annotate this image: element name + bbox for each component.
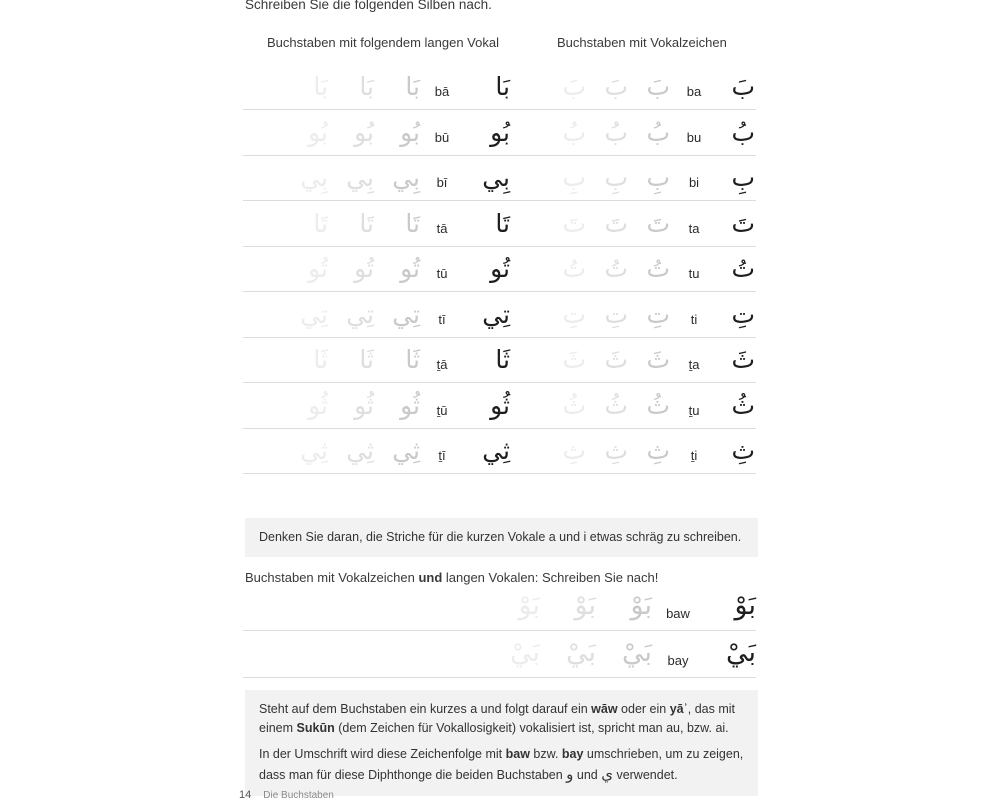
- arabic-trace-3: تِ: [562, 299, 586, 329]
- arabic-trace-1: ثِي: [392, 436, 420, 465]
- text-fragment: und: [573, 768, 602, 783]
- arabic-trace-2: ثَ: [604, 345, 628, 374]
- arabic-trace-3: بُو: [308, 117, 328, 147]
- arabic-model-vowelsign: ثَ: [731, 345, 755, 374]
- chapter-title: Die Buchstaben: [263, 790, 334, 801]
- explanation-box-diphthongs: [245, 690, 758, 796]
- arabic-trace-3: ثِ: [562, 436, 586, 465]
- practice-rows: [0, 70, 1000, 480]
- arabic-trace-1: تُ: [646, 254, 670, 283]
- transliteration-vowelsign: ṯi: [690, 448, 698, 463]
- arabic-model-vowelsign: تُ: [731, 254, 755, 283]
- arabic-trace-2: ثُو: [354, 390, 374, 420]
- writing-rule: [243, 382, 756, 383]
- term-sukun: Sukūn: [296, 720, 335, 735]
- arabic-trace-3: تَا: [313, 208, 328, 238]
- transliteration-vowelsign: tu: [688, 266, 700, 281]
- arabic-trace-2: ثَا: [359, 345, 374, 374]
- practice-row: [0, 389, 1000, 435]
- writing-rule: [243, 473, 756, 474]
- arabic-trace-2: بُ: [604, 117, 628, 147]
- practice-row: [0, 298, 1000, 344]
- arabic-trace-3: بِ: [562, 163, 586, 192]
- practice-row: [0, 207, 1000, 253]
- arabic-trace-2: بَا: [359, 72, 374, 101]
- arabic-trace-3: ثُ: [562, 390, 586, 420]
- writing-rule: [243, 291, 756, 292]
- arabic-trace-1: ثُ: [646, 390, 670, 420]
- arabic-trace-1: بَا: [405, 72, 420, 101]
- arabic-trace-2: بُو: [354, 117, 374, 147]
- term-waw: wāw: [591, 702, 618, 716]
- page-number: 14: [239, 789, 252, 801]
- arabic-trace-3: ثَ: [562, 345, 586, 374]
- arabic-trace-2: ثُ: [604, 390, 628, 420]
- arabic-trace-3: ثِي: [300, 436, 328, 465]
- diphthong-row: [0, 590, 1000, 637]
- arabic-trace-3: ثَا: [313, 345, 328, 374]
- arabic-model-longvowel: بُو: [490, 117, 510, 147]
- writing-rule: [243, 630, 756, 631]
- arabic-trace-1: بِي: [392, 163, 420, 192]
- arabic-trace-3: بُ: [562, 117, 586, 147]
- explanation-paragraph-2: [259, 745, 744, 786]
- transliteration-longvowel: ṯī: [438, 448, 446, 463]
- writing-rule: [243, 109, 756, 110]
- text-fragment: Steht auf dem Buchstaben ein kurzes a und folgt darauf ein: [259, 702, 592, 716]
- transliteration-vowelsign: bu: [686, 129, 702, 145]
- arabic-model-longvowel: تِي: [482, 299, 510, 329]
- transliteration-vowelsign: ṯu: [688, 402, 700, 418]
- arabic-trace-2: تَا: [359, 208, 374, 238]
- transliteration-vowelsign: ba: [686, 84, 702, 99]
- transliteration-longvowel: bā: [434, 84, 450, 99]
- writing-rule: [243, 246, 756, 247]
- arabic-trace-2: تِي: [346, 299, 374, 329]
- transliteration-longvowel: ṯā: [436, 357, 448, 372]
- arabic-model-vowelsign: ثِ: [731, 436, 755, 465]
- writing-rule: [243, 200, 756, 201]
- arabic-trace-3: تَ: [562, 208, 586, 238]
- practice-row: [0, 252, 1000, 298]
- practice-row: [0, 116, 1000, 162]
- arabic-trace-2: تُ: [604, 254, 628, 283]
- arabic-trace-3: تُو: [308, 254, 328, 283]
- transliteration-vowelsign: ṯa: [688, 357, 700, 372]
- transliteration-longvowel: tā: [436, 220, 448, 236]
- arabic-model-vowelsign: تِ: [731, 299, 755, 329]
- practice-row: [0, 161, 1000, 207]
- arabic-trace-1: تِي: [392, 299, 420, 329]
- column-heading-long-vowel: Buchstaben mit folgendem langen Vokal: [267, 35, 499, 50]
- transliteration-vowelsign: bi: [688, 175, 700, 190]
- arabic-trace-1: تَ: [646, 208, 670, 238]
- arabic-trace-1: بُ: [646, 117, 670, 147]
- arabic-trace-3: بَوْ: [518, 590, 540, 621]
- arabic-trace-1: تَا: [405, 208, 420, 238]
- diphthong-row: [0, 637, 1000, 684]
- arabic-model-longvowel: ثُو: [490, 390, 510, 420]
- sub-heading-diphthongs: [245, 570, 658, 585]
- arabic-trace-3: بَيْ: [509, 637, 540, 668]
- arabic-model-longvowel: تُو: [490, 254, 510, 283]
- term-baw: baw: [505, 746, 530, 761]
- arabic-trace-2: بَوْ: [574, 590, 596, 621]
- arabic-trace-1: بَيْ: [621, 637, 652, 668]
- intro-text: Schreiben Sie die folgenden Silben nach.: [245, 0, 492, 12]
- arabic-trace-1: بَوْ: [630, 590, 652, 621]
- text-fragment: bzw.: [529, 746, 562, 761]
- arabic-trace-3: بَ: [562, 72, 586, 101]
- explanation-paragraph-1: [259, 700, 744, 738]
- arabic-model-longvowel: ثَا: [495, 345, 510, 374]
- practice-row: [0, 434, 1000, 480]
- arabic-model-longvowel: تَا: [495, 208, 510, 238]
- sub-heading-part-before: Buchstaben mit Vokalzeichen: [245, 570, 419, 585]
- arabic-model-vowelsign: ثُ: [731, 390, 755, 420]
- arabic-model-vowelsign: تَ: [731, 208, 755, 238]
- arabic-trace-1: تِ: [646, 299, 670, 329]
- arabic-trace-1: تُو: [400, 254, 420, 283]
- transliteration-longvowel: bī: [436, 175, 448, 190]
- arabic-trace-3: تِي: [300, 299, 328, 329]
- arabic-trace-1: ثَ: [646, 345, 670, 374]
- tip-text: Denken Sie daran, die Striche für die kurzen Vokale a und i etwas schräg zu schreiben.: [259, 530, 742, 544]
- arabic-model-vowelsign: بِ: [731, 163, 755, 192]
- diphthong-rows: [0, 590, 1000, 684]
- arabic-model-diphthong: بَيْ: [725, 637, 756, 668]
- sub-heading-emphasis: und: [418, 570, 443, 585]
- text-fragment: verwendet.: [612, 768, 678, 783]
- sub-heading-part-after: langen Vokalen: Schreiben Sie nach!: [442, 570, 659, 585]
- text-fragment: , das mit einem: [259, 702, 736, 735]
- arabic-trace-2: ثِي: [346, 436, 374, 465]
- transliteration-longvowel: tū: [436, 266, 448, 281]
- arabic-trace-2: تُو: [354, 254, 374, 283]
- arabic-trace-2: تَ: [604, 208, 628, 238]
- arabic-trace-3: بِي: [300, 163, 328, 192]
- transliteration-longvowel: bū: [434, 129, 450, 145]
- arabic-trace-1: ثِ: [646, 436, 670, 465]
- writing-rule: [243, 337, 756, 338]
- arabic-trace-2: تِ: [604, 299, 628, 329]
- arabic-trace-2: بَيْ: [565, 637, 596, 668]
- arabic-model-vowelsign: بَ: [731, 72, 755, 101]
- arabic-trace-3: تُ: [562, 254, 586, 283]
- transliteration-longvowel: tī: [438, 311, 446, 327]
- arabic-model-longvowel: بَا: [495, 72, 510, 101]
- column-heading-vowel-sign: Buchstaben mit Vokalzeichen: [557, 35, 727, 50]
- term-bay: bay: [561, 746, 584, 761]
- term-ya: yāʾ: [669, 702, 688, 716]
- text-fragment: In der Umschrift wird diese Zeichenfolge mit: [259, 746, 506, 761]
- transliteration-longvowel: ṯū: [436, 402, 448, 418]
- transliteration-diphthong: baw: [666, 606, 690, 621]
- arabic-letter-ya: ي: [601, 765, 613, 784]
- arabic-model-diphthong: بَوْ: [734, 590, 756, 621]
- arabic-trace-1: بِ: [646, 163, 670, 192]
- arabic-trace-2: بِ: [604, 163, 628, 192]
- arabic-trace-3: ثُو: [308, 390, 328, 420]
- arabic-trace-1: بُو: [400, 117, 420, 147]
- writing-rule: [243, 428, 756, 429]
- arabic-letter-waw: و: [566, 765, 574, 784]
- arabic-trace-2: بَ: [604, 72, 628, 101]
- text-fragment: umschrieben, um zu zeigen, dass man für diese Diphthonge die beiden Buchstaben: [259, 746, 744, 783]
- writing-rule: [243, 155, 756, 156]
- tip-box-short-vowels: [245, 518, 758, 557]
- arabic-model-vowelsign: بُ: [731, 117, 755, 147]
- transliteration-diphthong: bay: [667, 653, 689, 668]
- arabic-trace-1: ثَا: [405, 345, 420, 374]
- arabic-trace-2: ثِ: [604, 436, 628, 465]
- practice-row: [0, 70, 1000, 116]
- arabic-trace-1: ثُو: [400, 390, 420, 420]
- text-fragment: oder ein: [617, 702, 670, 716]
- arabic-model-longvowel: بِي: [482, 163, 510, 192]
- arabic-model-longvowel: ثِي: [482, 436, 510, 465]
- arabic-trace-1: بَ: [646, 72, 670, 101]
- transliteration-vowelsign: ti: [690, 311, 698, 327]
- arabic-trace-3: بَا: [313, 72, 328, 101]
- text-fragment: (dem Zeichen für Vokallosigkeit) vokalisiert ist, spricht man au, bzw. ai.: [334, 720, 729, 735]
- practice-row: [0, 343, 1000, 389]
- arabic-trace-2: بِي: [346, 163, 374, 192]
- transliteration-vowelsign: ta: [688, 220, 700, 236]
- page-footer: [239, 789, 334, 801]
- writing-rule: [243, 677, 756, 678]
